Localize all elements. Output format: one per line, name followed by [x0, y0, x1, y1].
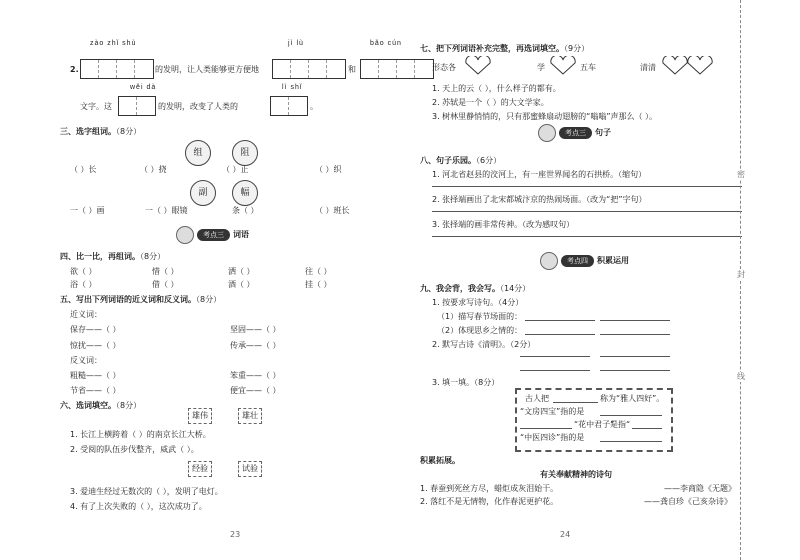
s7-q2[interactable]: 2. 苏轼是一个（ ）的大文学家。	[432, 98, 549, 107]
section3-title: 三、选字组词。（8分）	[60, 127, 142, 136]
char-grid-3[interactable]	[360, 59, 434, 79]
box-blank-1[interactable]	[553, 402, 598, 403]
s4-r2c1[interactable]: 浴（ ）	[70, 280, 97, 289]
section6-title: 六、选词填空。（8分）	[60, 401, 142, 410]
pinyin-baocun: bǎo cún	[370, 40, 402, 47]
s8-q2: 2. 张择端画出了北宋都城汴京的热闹场面。（改为“把”字句）	[432, 195, 647, 204]
mascot-face-icon	[538, 124, 556, 142]
s7-word-2: 学	[537, 63, 545, 72]
poem-blank-4[interactable]	[600, 334, 670, 335]
answer-line-1[interactable]	[432, 186, 742, 187]
answer-line-3[interactable]	[432, 236, 742, 237]
option-circle-4: 幅	[232, 180, 258, 206]
syn-4[interactable]: 传承——（ ）	[230, 341, 281, 350]
poem-blank-8[interactable]	[600, 370, 670, 371]
s3-r2c1[interactable]: 一（ ）画	[70, 206, 105, 215]
char-grid-1[interactable]	[80, 59, 154, 79]
margin-char-2: 封	[737, 270, 745, 279]
q2-text2b: 的发明，改变了人类的	[158, 102, 238, 111]
heart-blank-4[interactable]	[685, 56, 715, 76]
s3-r1c2[interactable]: （ ）挠	[140, 165, 167, 174]
s7-word-3: 五车	[580, 63, 596, 72]
answer-line-2[interactable]	[432, 211, 742, 212]
poem-blank-1[interactable]	[525, 320, 595, 321]
poem-blank-3[interactable]	[525, 334, 595, 335]
box-blank-3[interactable]	[520, 428, 572, 429]
badge-label: 考点四	[561, 255, 594, 267]
option-circle-3: 副	[190, 180, 216, 206]
badge-name: 积累运用	[597, 256, 629, 265]
word-tag-jingyan: 经验	[188, 461, 212, 477]
s9-p2: 2. 默写古诗《清明》。（2分）	[432, 340, 536, 349]
q2-text2a: 文字。这	[80, 102, 112, 111]
section7-title: 七、把下列词语补充完整，再选词填空。（9分）	[420, 44, 590, 53]
s4-r2c4[interactable]: 挂（ ）	[305, 280, 332, 289]
s9-p3: 3. 填一填。（8分）	[432, 378, 500, 387]
word-tag-shiyan: 试验	[238, 461, 262, 477]
badge-label: 考点三	[197, 229, 230, 241]
option-circle-1: 组	[185, 140, 211, 166]
pinyin-jilu: jì lù	[288, 40, 304, 47]
mascot-face-icon	[176, 226, 194, 244]
poem-blank-2[interactable]	[600, 320, 670, 321]
char-grid-2[interactable]	[272, 59, 346, 79]
word-tag-xiongwei: 雄伟	[188, 408, 212, 424]
ext-line-2: 2. 落红不是无情物，化作春泥更护花。	[420, 497, 559, 506]
s3-r2c2[interactable]: 一（ ）眼镜	[145, 206, 188, 215]
ant-1[interactable]: 粗糙——（ ）	[70, 371, 121, 380]
q2-period: 。	[310, 102, 318, 111]
margin-char-1: 密	[737, 170, 745, 179]
badge-name: 词语	[233, 230, 249, 239]
heart-blank-2[interactable]	[548, 56, 578, 76]
section5-title: 五、写出下列词语的近义词和反义词。（8分）	[60, 295, 222, 304]
ext-source-2: ——龚自珍《己亥杂诗》	[644, 497, 732, 506]
pinyin-weida: wěi dà	[130, 84, 157, 91]
box-line3: “花中君子”	[574, 420, 615, 429]
s9-p1a: （1）描写春节场面的：	[437, 312, 523, 321]
s7-q1[interactable]: 1. 天上的云（ ），什么样子的都有。	[432, 84, 561, 93]
s9-p1: 1. 按要求写诗句。（4分）	[432, 298, 524, 307]
heart-blank-1[interactable]	[463, 56, 493, 76]
poem-blank-5[interactable]	[520, 356, 590, 357]
box-line3b: 是指“	[610, 420, 631, 429]
syn-2[interactable]: 坚固——（ ）	[230, 325, 281, 334]
option-circle-2: 阻	[232, 140, 258, 166]
box-line2: “文房四宝”指的是	[520, 407, 585, 416]
s4-r1c3[interactable]: 洒（ ）	[228, 267, 255, 276]
section4-title: 四、比一比，再组词。（8分）	[60, 252, 166, 261]
q2-text1: 的发明，让人类能够更方便地	[155, 65, 259, 74]
s4-r1c4[interactable]: 往（ ）	[305, 267, 332, 276]
seal-line	[740, 0, 741, 560]
box-blank-4[interactable]	[632, 428, 662, 429]
badge-vocab	[176, 226, 249, 244]
ant-4[interactable]: 便宜——（ ）	[230, 386, 281, 395]
s8-q3: 3. 张择端的画非常传神。（改为感叹句）	[432, 220, 575, 229]
s3-r1c4[interactable]: （ ）织	[315, 165, 342, 174]
s7-word-4: 清清	[640, 63, 656, 72]
ant-label: 反义词：	[70, 356, 102, 365]
box-blank-2[interactable]	[600, 415, 662, 416]
margin-char-3: 线	[737, 372, 745, 381]
s3-r1c3[interactable]: （ ）止	[222, 165, 249, 174]
syn-1[interactable]: 保存——（ ）	[70, 325, 121, 334]
badge-name: 句子	[595, 128, 611, 137]
s4-r2c3[interactable]: 酒（ ）	[228, 280, 255, 289]
ext-source-1: ——李商隐《无题》	[664, 484, 736, 493]
page-number-left: 23	[230, 530, 241, 539]
ant-3[interactable]: 节省——（ ）	[70, 386, 121, 395]
s4-r1c2[interactable]: 惜（ ）	[152, 267, 179, 276]
ext-line-1: 1. 春蚕到死丝方尽，蜡炬成灰泪始干。	[420, 484, 559, 493]
ant-2[interactable]: 笨重——（ ）	[230, 371, 281, 380]
box-line1b: 称为“雅人四好”。	[600, 394, 665, 403]
box-blank-5[interactable]	[600, 441, 662, 442]
s6-q2[interactable]: 2. 受阅的队伍步伐整齐，威武（ ）。	[70, 445, 199, 454]
q2-and: 和	[348, 65, 356, 74]
mascot-face-icon	[540, 252, 558, 270]
poem-blank-7[interactable]	[520, 370, 590, 371]
syn-3[interactable]: 惊扰——（ ）	[70, 341, 121, 350]
badge-accumulate	[540, 252, 629, 270]
section8-title: 八、句子乐园。（6分）	[420, 156, 502, 165]
page-number-right: 24	[560, 530, 571, 539]
s8-q1: 1. 河北省赵县的洨河上，有一座世界闻名的石拱桥。（缩句）	[432, 170, 647, 179]
s7-q3[interactable]: 3. 树林里静悄悄的，只有那蜜蜂扇动翅膀的“嗡嗡”声那么（ ）。	[432, 112, 658, 121]
badge-label: 考点三	[559, 127, 592, 139]
s6-q3[interactable]: 3. 爱迪生经过无数次的（ ），发明了电灯。	[70, 487, 223, 496]
box-line4: “中医四诊”指的是	[520, 433, 585, 442]
s3-r1c1[interactable]: （ ）长	[70, 165, 97, 174]
s3-r2c3[interactable]: 条（ ）	[232, 206, 259, 215]
s4-r2c2[interactable]: 借（ ）	[152, 280, 179, 289]
s7-word-1: 形态各	[432, 63, 456, 72]
q2-number: 2.	[70, 65, 79, 74]
s6-q4[interactable]: 4. 有了上次失败的（ ），这次成功了。	[70, 502, 207, 511]
s4-r1c1[interactable]: 欲（ ）	[70, 267, 97, 276]
extension-heading: 有关奉献精神的诗句	[540, 470, 612, 479]
pinyin-lishi: lì shǐ	[282, 84, 303, 91]
badge-sentence	[538, 124, 611, 142]
box-line1a: 古人把	[525, 394, 549, 403]
pinyin-zaozhishu: zào zhǐ shù	[90, 40, 137, 47]
s6-q1[interactable]: 1. 长江上横跨着（ ）的南京长江大桥。	[70, 430, 211, 439]
char-grid-4[interactable]	[118, 96, 156, 116]
s9-p1b: （2）体现思乡之情的：	[437, 326, 523, 335]
word-tag-xiongzhuang: 雄壮	[238, 408, 262, 424]
syn-label: 近义词：	[70, 310, 102, 319]
s3-r2c4[interactable]: （ ）班长	[315, 206, 350, 215]
char-grid-5[interactable]	[270, 96, 308, 116]
poem-blank-6[interactable]	[600, 356, 670, 357]
section9-title: 九、我会背，我会写。（14分）	[420, 284, 531, 293]
extension-title: 积累拓展。	[420, 456, 460, 465]
